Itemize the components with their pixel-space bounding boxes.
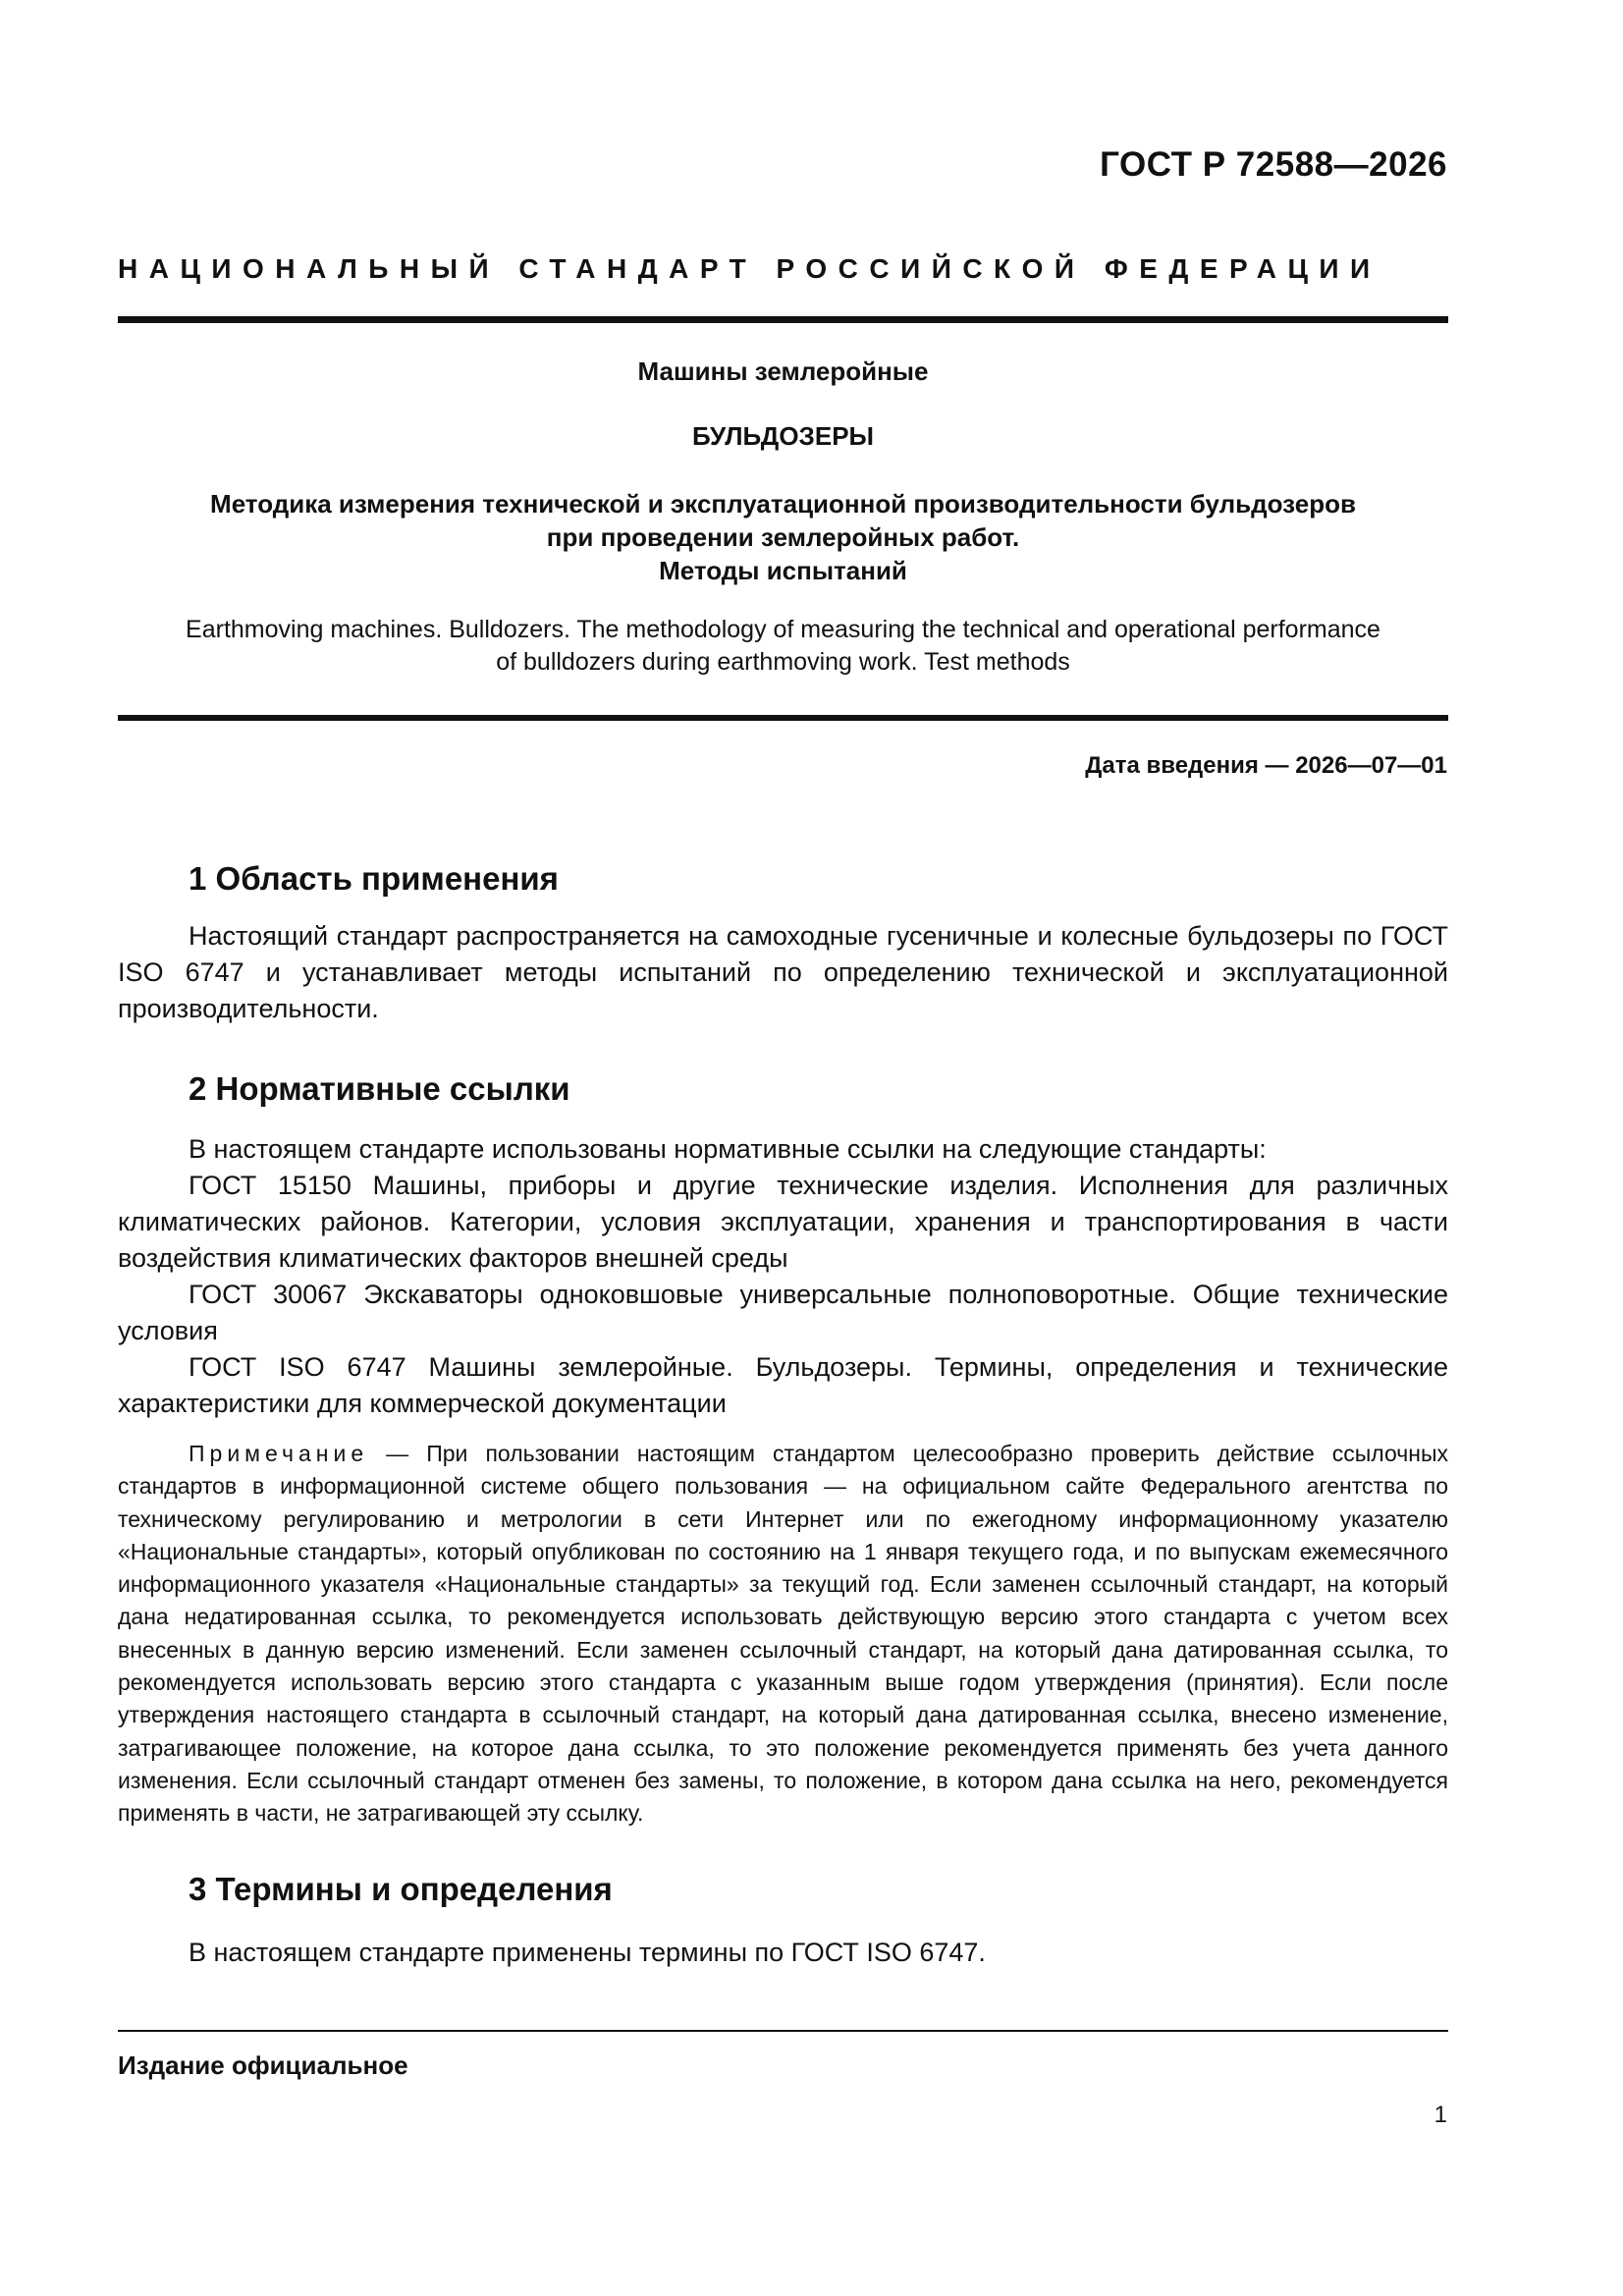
note-label: Примечание (189, 1441, 369, 1466)
page-number: 1 (1434, 2102, 1447, 2128)
reference-item: ГОСТ 15150 Машины, приборы и другие технические изделия. Исполнения для различных климатических районов. Категории, условия эксплуатации, хранения и транспортирования в части воздействия климатических факторов внешней среды (118, 1171, 1448, 1273)
title-subtitle-line: Методика измерения технической и эксплуатационной производительности бульдозеров (210, 489, 1356, 519)
introduction-date: Дата введения — 2026—07—01 (1085, 752, 1447, 779)
references-intro: В настоящем стандарте использованы нормативные ссылки на следующие стандарты: (189, 1134, 1267, 1164)
title-group: Машины землеройные (637, 356, 929, 386)
edition-label: Издание официальное (118, 2050, 408, 2080)
national-standard-banner: НАЦИОНАЛЬНЫЙ СТАНДАРТ РОССИЙСКОЙ ФЕДЕРАЦИИ (118, 253, 1381, 284)
title-subtitle-line: при проведении землеройных работ. (546, 522, 1020, 552)
title-divider (118, 715, 1448, 721)
section-scope-text: Настоящий стандарт распространяется на самоходные гусеничные и колесные бульдозеры по ГОСТ ISO 6747 и устанавливает методы испытаний по определению технической и эксплуатационной производительности. (118, 921, 1448, 1023)
note-text: — При пользовании настоящим стандартом целесообразно проверить действие ссылочных стандартов в информационной системе общего пользования — на официальном сайте Федерального агентства по техническому регулированию и метрологии в сети Интернет или по ежегодному информационному указателю «Национальные стандарты», который опубликован по состоянию на 1 января текущего года, и по выпускам ежемесячного информационного указателя «Национальные стандарты» за текущий год. Если заменен ссылочный стандарт, на который дана недатированная ссылка, то рекомендуется использовать действующую версию этого стандарта с учетом всех внесенных в данную версию изменений. Если заменен ссылочный стандарт, на который дана датированная ссылка, то рекомендуется использовать версию этого стандарта с указанным выше годом утверждения (принятия). Если после утверждения настоящего стандарта в ссылочный стандарт, на который дана датированная ссылка, внесено изменение, затрагивающее положение, на которое дана ссылка, то это положение рекомендуется применять без учета данного изменения. Если ссылочный стандарт отменен без замены, то положение, в котором дана ссылка на него, рекомендуется применять в части, не затрагивающей эту ссылку. (118, 1441, 1448, 1827)
title-english (118, 614, 1448, 679)
reference-item: ГОСТ ISO 6747 Машины землеройные. Бульдозеры. Термины, определения и технические характеристики для коммерческой документации (118, 1352, 1448, 1418)
title-english-line: Earthmoving machines. Bulldozers. The methodology of measuring the technical and operational performance (186, 616, 1380, 643)
section-heading-scope: 1 Область применения (189, 860, 559, 897)
section-heading-references: 2 Нормативные ссылки (189, 1070, 570, 1107)
footer-divider (118, 2030, 1448, 2032)
document-number: ГОСТ Р 72588—2026 (1100, 145, 1447, 184)
references-note (118, 1438, 1448, 1831)
section-terms-text: В настоящем стандарте применены термины по ГОСТ ISO 6747. (189, 1938, 986, 1967)
title-subtitle-line: Методы испытаний (659, 556, 907, 585)
section-heading-terms: 3 Термины и определения (189, 1871, 613, 1907)
title-main: БУЛЬДОЗЕРЫ (692, 421, 874, 451)
title-subtitle (118, 487, 1448, 587)
reference-item: ГОСТ 30067 Экскаваторы одноковшовые универсальные полноповоротные. Общие технические условия (118, 1280, 1448, 1345)
header-divider (118, 316, 1448, 323)
title-english-line: of bulldozers during earthmoving work. Test methods (496, 648, 1070, 676)
